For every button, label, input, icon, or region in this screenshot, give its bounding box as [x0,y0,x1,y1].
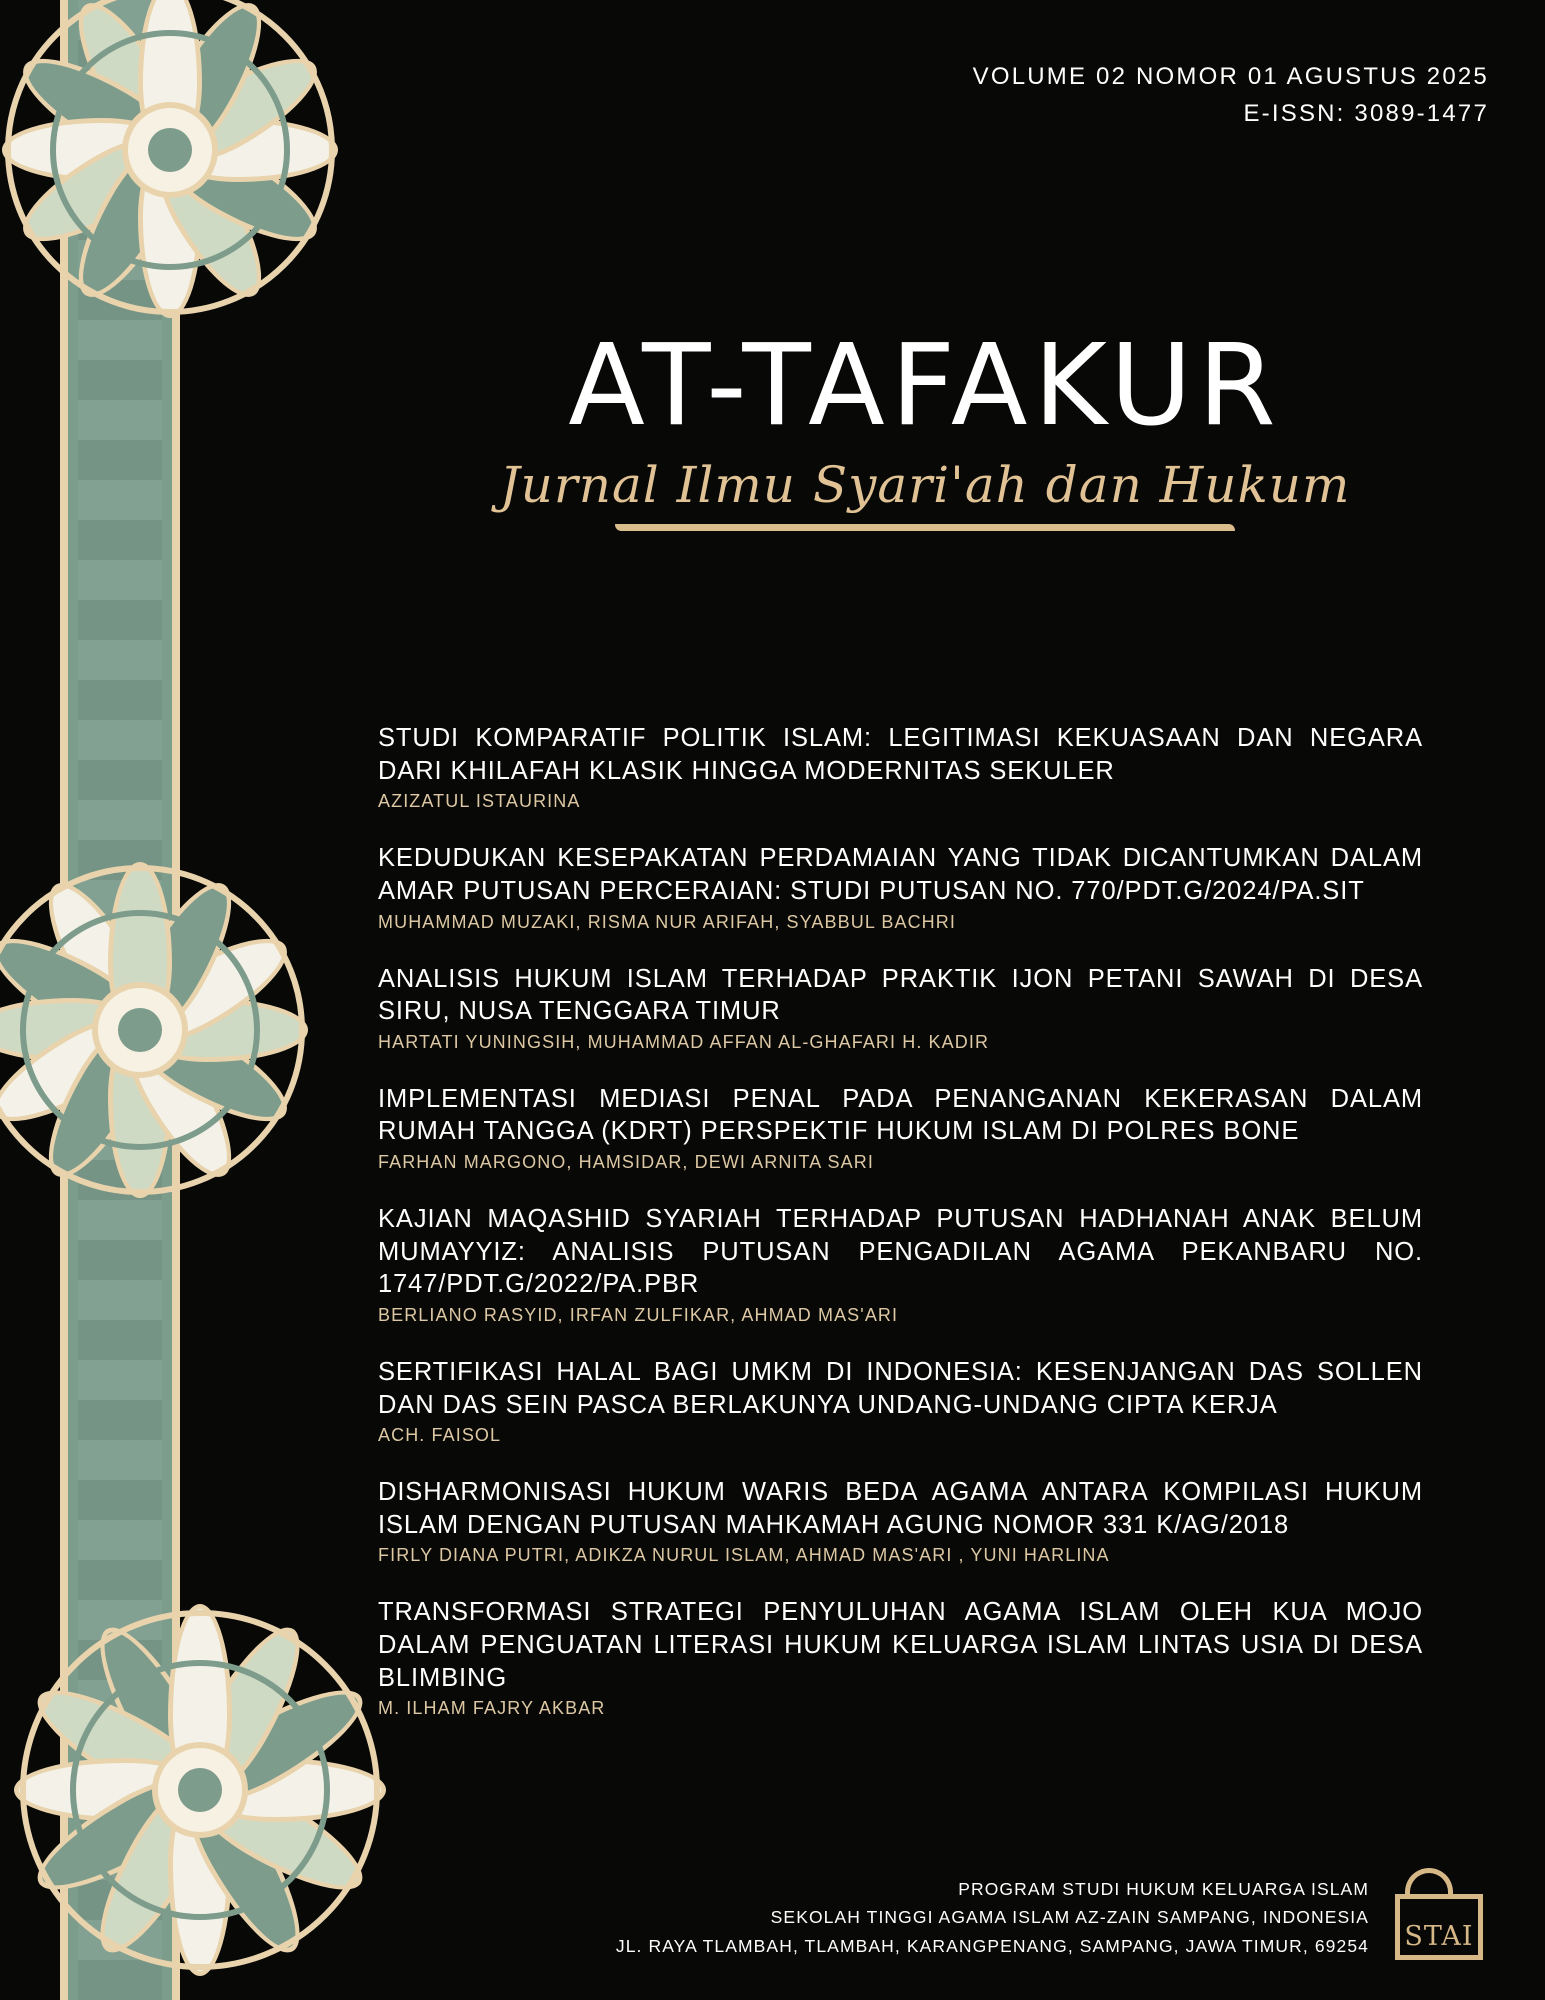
toc-entry-authors: BERLIANO RASYID, IRFAN ZULFIKAR, AHMAD MAS'ARI [378,1304,899,1325]
toc-entry-title: ANALISIS HUKUM ISLAM TERHADAP PRAKTIK IJON PETANI SAWAH DI DESA SIRU, NUSA TENGGARA TIMUR [378,964,1423,1026]
toc-entry [378,1476,1423,1566]
institution-logo-icon [1391,1868,1487,1960]
ornamental-border [0,0,430,2000]
issn-line: E-ISSN: 3089-1477 [1243,100,1489,128]
title-underline-flourish [615,524,1235,531]
volume-line: VOLUME 02 NOMOR 01 AGUSTUS 2025 [972,63,1489,90]
toc-entry-title: SERTIFIKASI HALAL BAGI UMKM DI INDONESIA: KESENJANGAN DAS SOLLEN DAN DAS SEIN PASCA BERLAKUNYA UNDANG-UNDANG CIPTA KERJA [378,1357,1423,1419]
toc-entry [378,963,1423,1053]
toc-entry-title: IMPLEMENTASI MEDIASI PENAL PADA PENANGANAN KEKERASAN DALAM RUMAH TANGGA (KDRT) PERSPEKTIF HUKUM ISLAM DI POLRES BONE [378,1084,1423,1146]
mandala-rosette-middle [0,820,350,1240]
mandala-rosette-top [0,0,380,360]
toc-entry [378,1356,1423,1446]
toc-entry-authors: FIRLY DIANA PUTRI, ADIKZA NURUL ISLAM, AHMAD MAS'ARI , YUNI HARLINA [378,1545,1110,1566]
issue-meta [973,58,1489,132]
toc-entry-authors: M. ILHAM FAJRY AKBAR [378,1698,606,1719]
toc-entry-title: STUDI KOMPARATIF POLITIK ISLAM: LEGITIMASI KEKUASAAN DAN NEGARA DARI KHILAFAH KLASIK HINGGA MODERNITAS SEKULER [378,724,1423,785]
table-of-contents [378,722,1423,1749]
toc-entry [378,1203,1423,1326]
publisher-program: PROGRAM STUDI HUKUM KELUARGA ISLAM [958,1878,1369,1899]
toc-entry [378,1083,1423,1173]
toc-entry-authors: FARHAN MARGONO, HAMSIDAR, DEWI ARNITA SARI [378,1152,874,1172]
toc-entry-title: KAJIAN MAQASHID SYARIAH TERHADAP PUTUSAN HADHANAH ANAK BELUM MUMAYYIZ: ANALISIS PUTUSAN PENGADILAN AGAMA PEKANBARU NO. 1747/PDT.G/2022/PA.PBR [378,1205,1423,1299]
logo-dome [1405,1868,1453,1894]
toc-entry-authors: AZIZATUL ISTAURINA [378,791,581,812]
toc-entry-authors: MUHAMMAD MUZAKI, RISMA NUR ARIFAH, SYABBUL BACHRI [378,911,956,932]
toc-entry-title: DISHARMONISASI HUKUM WARIS BEDA AGAMA ANTARA KOMPILASI HUKUM ISLAM DENGAN PUTUSAN MAHKAMAH AGUNG NOMOR 331 K/AG/2018 [378,1478,1423,1539]
toc-entry-authors: ACH. FAISOL [378,1425,502,1446]
journal-subtitle: Jurnal Ilmu Syari'ah dan Hukum [499,456,1351,514]
publisher-address [616,1875,1369,1960]
publisher-institution: SEKOLAH TINGGI AGAMA ISLAM AZ-ZAIN SAMPANG, INDONESIA [770,1907,1369,1928]
mandala-rosette-bottom [0,1560,430,2000]
toc-entry-title: KEDUDUKAN KESEPAKATAN PERDAMAIAN YANG TIDAK DICANTUMKAN DALAM AMAR PUTUSAN PERCERAIAN: STUDI PUTUSAN NO. 770/PDT.G/2024/PA.SIT [378,844,1423,905]
masthead [360,321,1490,531]
toc-entry [378,722,1423,812]
publisher-footer [616,1868,1487,1960]
logo-text: STAI [1404,1921,1474,1952]
toc-entry [378,842,1423,932]
toc-entry-authors: HARTATI YUNINGSIH, MUHAMMAD AFFAN AL-GHAFARI H. KADIR [378,1031,990,1052]
toc-entry [378,1596,1423,1719]
publisher-street-address: JL. RAYA TLAMBAH, TLAMBAH, KARANGPENANG, SAMPANG, JAWA TIMUR, 69254 [615,1935,1369,1956]
journal-title: AT-TAFAKUR [568,321,1282,451]
toc-entry-title: TRANSFORMASI STRATEGI PENYULUHAN AGAMA ISLAM OLEH KUA MOJO DALAM PENGUATAN LITERASI HUKUM KELUARGA ISLAM LINTAS USIA DI DESA BLIMBING [378,1598,1423,1692]
